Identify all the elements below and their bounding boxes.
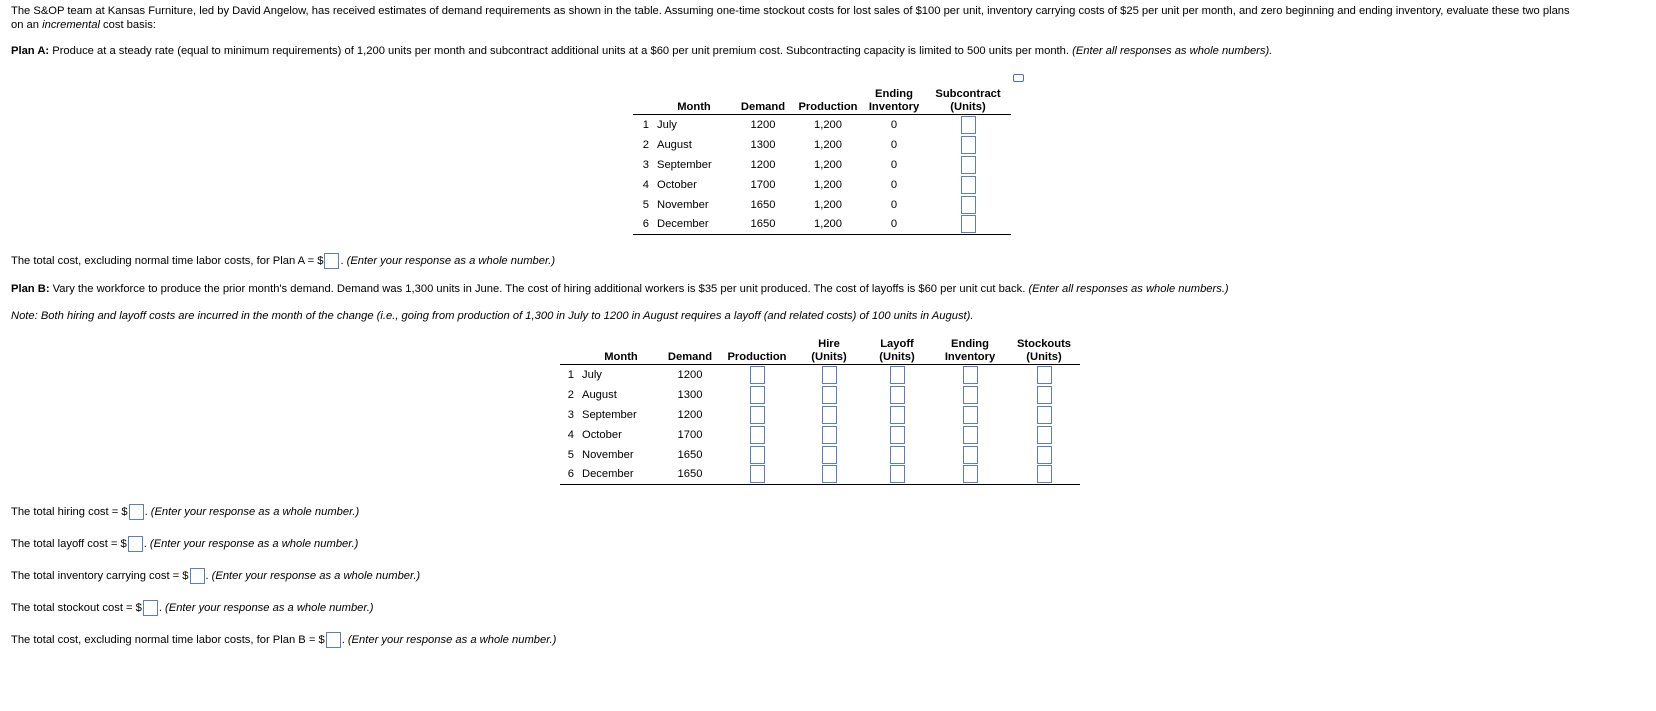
plan-a-total-label: The total cost, excluding normal time labor costs, for Plan A = $	[11, 255, 324, 267]
layoff-input[interactable]	[890, 465, 905, 483]
production-input[interactable]	[750, 426, 765, 444]
layoff-input[interactable]	[890, 366, 905, 384]
hire-input[interactable]	[822, 406, 837, 424]
plan-b-note	[11, 310, 973, 322]
plan-a-description	[11, 45, 1272, 57]
layoff-input[interactable]	[890, 406, 905, 424]
total-stockout-line: The total stockout cost = $ . (Enter your response as a whole number.)	[11, 602, 374, 614]
plan-b-label: Plan B:	[11, 283, 50, 295]
plan-b-total-line: The total cost, excluding normal time labor costs, for Plan B = $ . (Enter your response as a whole number.)	[11, 634, 557, 646]
table-row: 4 October 1700 1,200 0	[633, 175, 1011, 195]
production-input[interactable]	[750, 446, 765, 464]
col-ending-inventory: Ending Inventory	[868, 88, 920, 113]
subcontract-input[interactable]	[961, 215, 976, 233]
ending-inventory-input[interactable]	[963, 386, 978, 404]
table-row: 5 November 1650	[560, 445, 1080, 465]
intro-line2-post: cost basis:	[99, 19, 156, 31]
total-hiring-input[interactable]	[129, 504, 144, 520]
col-stockouts: Stockouts (Units)	[1016, 338, 1072, 363]
plan-a-text: Produce at a steady rate (equal to minimum requirements) of 1,200 units per month and subcontract additional units at a $60 per unit premium cost. Subcontracting capacity is limited to 500 units per month.	[49, 45, 1073, 57]
total-hiring-hint: (Enter your response as a whole number.)	[150, 506, 360, 518]
table-row: 6 December 1650 1,200 0	[633, 215, 1011, 235]
table-row: 2 August 1300 1,200 0	[633, 135, 1011, 155]
stockouts-input[interactable]	[1037, 426, 1052, 444]
col-month: Month	[677, 101, 711, 113]
col-demand: Demand	[667, 351, 713, 363]
col-demand: Demand	[740, 101, 786, 113]
hire-input[interactable]	[822, 426, 837, 444]
production-input[interactable]	[750, 386, 765, 404]
plan-a-hint: (Enter all responses as whole numbers).	[1072, 45, 1273, 57]
production-input[interactable]	[750, 465, 765, 483]
table-row: 1 July 1200	[560, 365, 1080, 385]
ending-inventory-input[interactable]	[963, 465, 978, 483]
total-hiring-line: The total hiring cost = $ . (Enter your response as a whole number.)	[11, 506, 360, 518]
plan-b-note-text: Note: Both hiring and layoff costs are incurred in the month of the change (i.e., going from production of 1,300 in July to 1200 in August requires a layoff (and related costs) of 100 units in August).	[11, 310, 974, 322]
table-row: 6 December 1650	[560, 465, 1080, 485]
stockouts-input[interactable]	[1037, 386, 1052, 404]
layoff-input[interactable]	[890, 446, 905, 464]
ending-inventory-input[interactable]	[963, 406, 978, 424]
plan-b-total-input[interactable]	[326, 632, 341, 648]
col-month: Month	[604, 351, 638, 363]
table-row: 1 July 1200 1,200 0	[633, 115, 1011, 135]
ending-inventory-input[interactable]	[963, 366, 978, 384]
col-production: Production	[798, 101, 858, 113]
plan-a-label: Plan A:	[11, 45, 50, 57]
ending-inventory-input[interactable]	[963, 426, 978, 444]
total-carrying-input[interactable]	[190, 568, 205, 584]
plan-b-total-hint: (Enter your response as a whole number.)	[347, 634, 557, 646]
table-row: 3 September 1200 1,200 0	[633, 155, 1011, 175]
col-subcontract: Subcontract (Units)	[935, 88, 1001, 113]
total-stockout-label: The total stockout cost = $	[11, 602, 142, 614]
hire-input[interactable]	[822, 465, 837, 483]
plan-a-total-input[interactable]	[324, 253, 339, 269]
total-layoff-label: The total layoff cost = $	[11, 538, 127, 550]
total-hiring-label: The total hiring cost = $	[11, 506, 128, 518]
stockouts-input[interactable]	[1037, 465, 1052, 483]
stockouts-input[interactable]	[1037, 446, 1052, 464]
subcontract-input[interactable]	[961, 116, 976, 134]
production-input[interactable]	[750, 366, 765, 384]
production-input[interactable]	[750, 406, 765, 424]
total-carrying-hint: (Enter your response as a whole number.)	[211, 570, 421, 582]
hire-input[interactable]	[822, 446, 837, 464]
intro-line1: The S&OP team at Kansas Furniture, led by David Angelow, has received estimates of demand requirements as shown in the table. Assuming one-time stockout costs for lost sales of $100 per unit, inventory carrying costs of $25 per unit per month, and zero beginning and ending inventory, evaluate these two plans	[11, 5, 1570, 17]
total-layoff-line: The total layoff cost = $ . (Enter your response as a whole number.)	[11, 538, 359, 550]
layoff-input[interactable]	[890, 386, 905, 404]
plan-a-total-line: The total cost, excluding normal time labor costs, for Plan A = $ . (Enter your response as a whole number.)	[11, 255, 556, 267]
hire-input[interactable]	[822, 366, 837, 384]
total-carrying-line: The total inventory carrying cost = $ . (Enter your response as a whole number.)	[11, 570, 421, 582]
intro-line2-pre: on an	[11, 19, 43, 31]
plan-b-text: Vary the workforce to produce the prior month's demand. Demand was 1,300 units in June. The cost of hiring additional workers is $35 per unit produced. The cost of layoffs is $60 per unit cut back.	[49, 283, 1029, 295]
subcontract-input[interactable]	[961, 156, 976, 174]
col-layoff: Layoff (Units)	[879, 338, 915, 363]
subcontract-input[interactable]	[961, 176, 976, 194]
edit-icon[interactable]	[1013, 74, 1024, 82]
hire-input[interactable]	[822, 386, 837, 404]
table-row: 5 November 1650 1,200 0	[633, 195, 1011, 215]
intro-line2-em: incremental	[42, 19, 100, 31]
total-layoff-input[interactable]	[128, 536, 143, 552]
plan-b-total-label: The total cost, excluding normal time labor costs, for Plan B = $	[11, 634, 325, 646]
table-row: 4 October 1700	[560, 425, 1080, 445]
subcontract-input[interactable]	[961, 196, 976, 214]
col-production: Production	[727, 351, 787, 363]
col-ending-inventory: Ending Inventory	[944, 338, 996, 363]
ending-inventory-input[interactable]	[963, 446, 978, 464]
layoff-input[interactable]	[890, 426, 905, 444]
plan-b-hint: (Enter all responses as whole numbers.)	[1028, 283, 1229, 295]
plan-a-table	[633, 88, 1011, 235]
problem-intro	[11, 4, 1651, 32]
total-stockout-input[interactable]	[143, 600, 158, 616]
subcontract-input[interactable]	[961, 136, 976, 154]
plan-b-description	[11, 283, 1229, 295]
plan-a-total-hint: (Enter your response as a whole number.)	[346, 255, 556, 267]
plan-b-table	[560, 338, 1080, 485]
table-row: 2 August 1300	[560, 385, 1080, 405]
total-carrying-label: The total inventory carrying cost = $	[11, 570, 189, 582]
col-hire: Hire (Units)	[811, 338, 847, 363]
stockouts-input[interactable]	[1037, 406, 1052, 424]
total-layoff-hint: (Enter your response as a whole number.)	[149, 538, 359, 550]
stockouts-input[interactable]	[1037, 366, 1052, 384]
table-row: 3 September 1200	[560, 405, 1080, 425]
total-stockout-hint: (Enter your response as a whole number.)	[165, 602, 374, 614]
